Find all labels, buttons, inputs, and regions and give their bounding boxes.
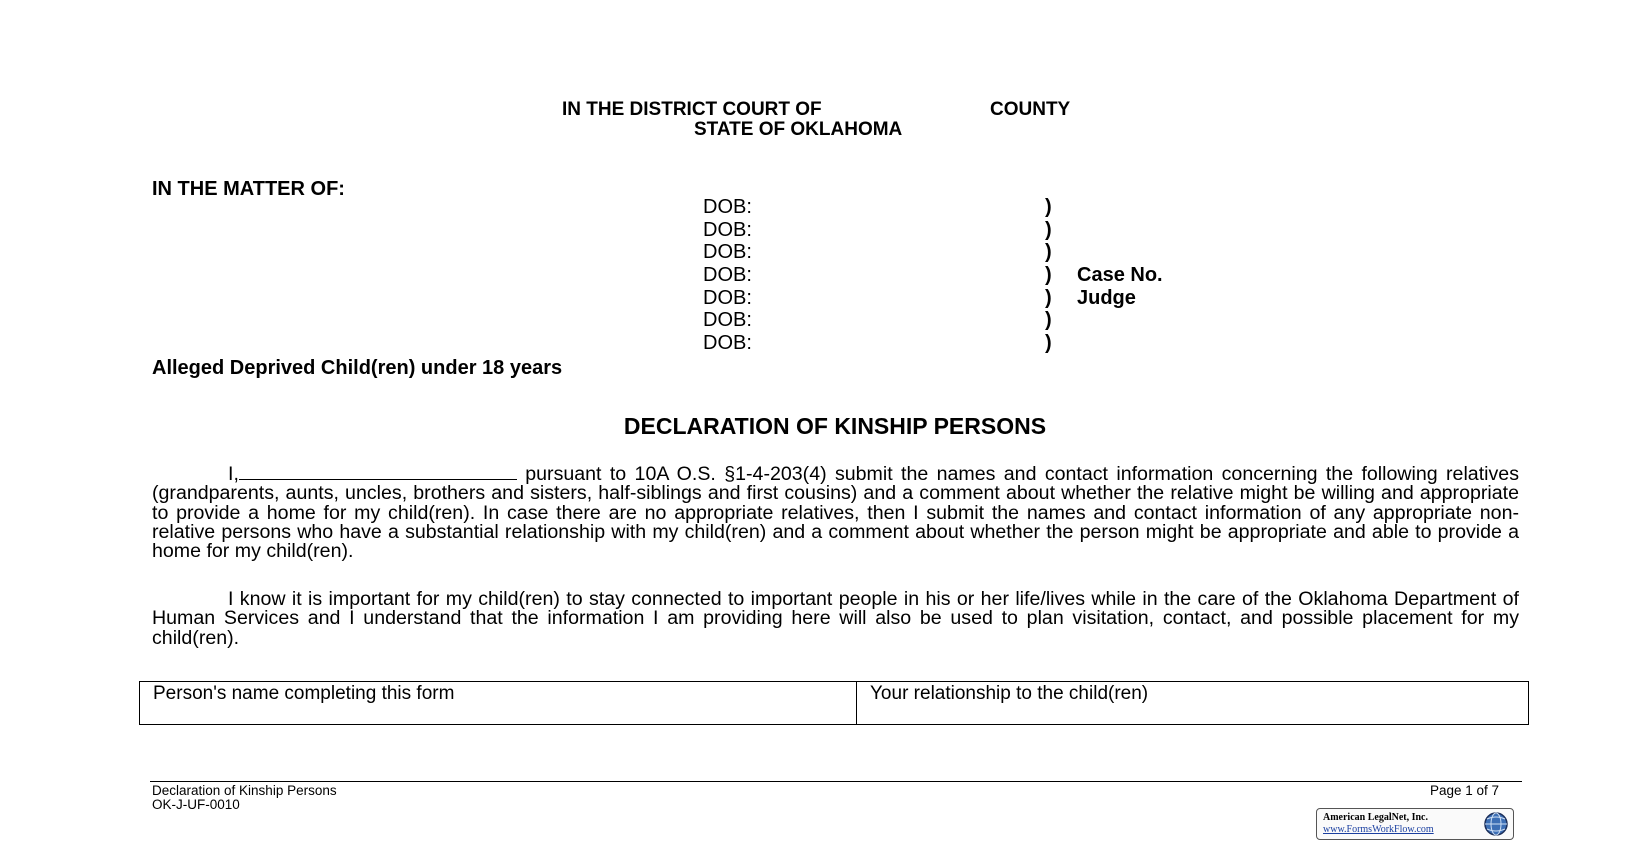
logo-url-link[interactable]: www.FormsWorkFlow.com bbox=[1323, 824, 1434, 835]
document-title: DECLARATION OF KINSHIP PERSONS bbox=[623, 413, 1047, 439]
caption-paren: ) bbox=[1045, 264, 1052, 286]
caption-paren: ) bbox=[1045, 309, 1052, 331]
caption-paren: ) bbox=[1045, 219, 1052, 241]
footer-form-title: Declaration of Kinship Persons bbox=[152, 783, 337, 798]
american-legalnet-logo[interactable] bbox=[1316, 808, 1514, 840]
court-state: STATE OF OKLAHOMA bbox=[694, 119, 903, 140]
footer-form-code: OK-J-UF-0010 bbox=[152, 797, 240, 812]
relationship-cell[interactable] bbox=[857, 682, 1529, 725]
completer-info-table bbox=[139, 681, 1529, 725]
relationship-label: Your relationship to the child(ren) bbox=[870, 683, 1149, 704]
dob-label: DOB: bbox=[703, 241, 752, 263]
footer-divider bbox=[150, 781, 1522, 782]
case-number-label: Case No. bbox=[1077, 264, 1163, 286]
footer-page-number: Page 1 of 7 bbox=[1430, 783, 1500, 798]
declarant-prefix: I, bbox=[228, 463, 239, 485]
completer-name-cell[interactable] bbox=[140, 682, 857, 725]
caption-paren: ) bbox=[1045, 196, 1052, 218]
judge-label: Judge bbox=[1077, 287, 1136, 309]
caption-paren: ) bbox=[1045, 332, 1052, 354]
completer-name-label: Person's name completing this form bbox=[153, 683, 455, 704]
declarant-name-blank[interactable] bbox=[239, 465, 517, 480]
dob-label: DOB: bbox=[703, 219, 752, 241]
court-title-prefix: IN THE DISTRICT COURT OF bbox=[562, 99, 822, 120]
court-title-county: COUNTY bbox=[990, 99, 1071, 120]
globe-icon bbox=[1483, 811, 1509, 837]
dob-label: DOB: bbox=[703, 196, 752, 218]
declaration-paragraph-2 bbox=[152, 590, 1519, 648]
dob-label: DOB: bbox=[703, 332, 752, 354]
caption-paren: ) bbox=[1045, 241, 1052, 263]
paragraph-2-text: I know it is important for my child(ren) to stay connected to important people in his or her life/lives while in the care of the Oklahoma Department of Human Services and I understand that the information I am providing here will also be used to plan visitation, contact, and possible placement for my child(ren). bbox=[152, 588, 1519, 649]
dob-label: DOB: bbox=[703, 309, 752, 331]
paragraph-1-text: pursuant to 10A O.S. §1-4-203(4) submit the names and contact information concerning the following relatives (grandparents, aunts, uncles, brothers and sisters, half-siblings and first cousins) and a comment about whether the relative might be willing and appropriate to provide a home for my child(ren). In case there are no appropriate relatives, then I submit the names and contact information of any appropriate non-relative persons who have a substantial relationship with my child(ren) and a comment about whether the person might be appropriate and able to provide a home for my child(ren). bbox=[152, 463, 1519, 563]
logo-company-name: American LegalNet, Inc. bbox=[1323, 812, 1428, 823]
dob-label: DOB: bbox=[703, 264, 752, 286]
alleged-children-label: Alleged Deprived Child(ren) under 18 years bbox=[152, 357, 563, 379]
caption-paren: ) bbox=[1045, 287, 1052, 309]
declaration-paragraph-1 bbox=[152, 465, 1519, 561]
dob-label: DOB: bbox=[703, 287, 752, 309]
matter-label: IN THE MATTER OF: bbox=[152, 178, 345, 200]
